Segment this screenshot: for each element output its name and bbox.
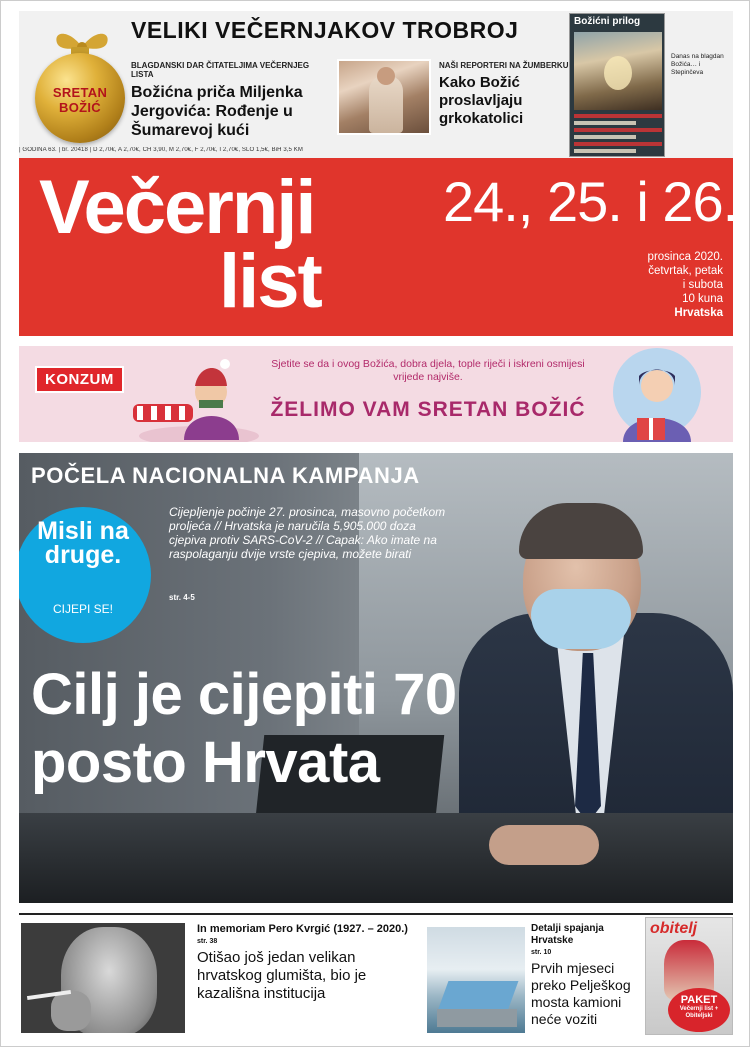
logo-vecernji[interactable]: Večernji <box>39 165 315 250</box>
issue-days: četvrtak, petak <box>648 265 723 277</box>
top-promo-strip <box>19 11 733 159</box>
divider <box>19 913 733 915</box>
bridge-base <box>437 1009 517 1027</box>
paket-badge <box>668 988 730 1032</box>
priest-photo <box>337 59 431 135</box>
bridge-construction-photo <box>427 927 525 1033</box>
obitelj-magazine-cover[interactable] <box>645 917 733 1035</box>
supplement-line <box>574 114 662 118</box>
lead-kicker: POČELA NACIONALNA KAMPANJA <box>31 463 420 488</box>
teaser-kicker: BLAGDANSKI DAR ČITATELJIMA VEČERNJEG LISTA <box>131 61 310 79</box>
ornament-text: SRETAN BOŽIĆ <box>52 85 108 115</box>
supplement-line <box>574 128 662 132</box>
actor-photo <box>21 923 185 1033</box>
desk <box>19 813 733 903</box>
priest-head <box>377 67 395 85</box>
promo-title: VELIKI VEČERNJAKOV TROBROJ <box>131 17 519 43</box>
christmas-supplement-cover[interactable] <box>569 13 665 157</box>
lead-summary: Cijepljenje počinje 27. prosinca, masovno početkom proljeća // Hrvatska je naručila 5,905.000 doza cjepiva protiv SARS-CoV-2 // Capak: Ako imate na raspolaganju dvije vrste cjepiva, možete birati <box>169 505 446 561</box>
supplement-line <box>574 135 636 139</box>
teaser-in-memoriam[interactable] <box>197 923 419 1003</box>
teaser-peljesac-bridge[interactable] <box>531 923 641 1028</box>
magazine-title: obitelj <box>650 920 698 937</box>
supplement-line <box>574 121 636 125</box>
paket-sub: Večernji list + Obiteljski <box>679 1006 719 1019</box>
teaser-title: Prvih mjeseci preko Pelješkog mosta kamioni neće voziti <box>531 960 631 1027</box>
teaser-page-ref: str. 38 <box>197 938 218 945</box>
lead-headline[interactable]: Cilj je cijepiti 70 posto Hrvata <box>31 662 457 795</box>
lead-page-ref: str. 4-5 <box>169 593 195 602</box>
badge-main: Misli na druge. <box>37 517 129 569</box>
actor-hand <box>51 991 91 1031</box>
teaser-title: Otišao još jedan velikan hrvatskog glumišta, bio je kazališna institucija <box>197 949 367 1002</box>
christmas-ornament-icon <box>27 25 137 157</box>
issue-month: prosinca 2020. <box>647 251 723 263</box>
konzum-ad[interactable] <box>19 346 733 442</box>
issue-info <box>648 250 723 320</box>
santa-character-icon <box>129 348 259 442</box>
issue-dates: 24., 25. i 26. <box>443 170 738 233</box>
badge-sub: CIJEPI SE! <box>52 602 114 616</box>
teaser-kicker: Detalji spajanja Hrvatske <box>531 923 604 946</box>
bridge-segment <box>438 981 519 1011</box>
teaser-page-ref: str. 10 <box>531 949 552 956</box>
man-hand <box>489 825 599 865</box>
issue-region: Hrvatska <box>674 307 723 319</box>
teaser-kicker: NAŠI REPORTERI NA ŽUMBERKU <box>439 61 569 70</box>
face-mask <box>531 589 631 649</box>
paket-title: PAKET <box>680 994 718 1006</box>
konzum-logo: KONZUM <box>35 366 124 393</box>
teaser-title: Kako Božić proslavljaju grkokatolici <box>439 74 524 127</box>
price-strip: | GODINA 63. | br. 20418 | D 2,70€, A 2,70€, CH 3,90, M 2,70€, F 2,70€, I 2,70€, SLO 1,5€, BiH 3,5 KM <box>19 147 303 153</box>
supplement-title: Božićni prilog <box>574 16 641 27</box>
issue-price: 10 kuna <box>682 293 723 305</box>
teaser-jergovic[interactable] <box>131 61 331 140</box>
girl-with-gift-icon <box>599 346 709 442</box>
side-note: Danas na blagdan Božića… i Stepinčeva <box>671 53 724 76</box>
supplement-line <box>574 142 662 146</box>
scene-glow <box>604 56 632 90</box>
nativity-scene-image <box>574 32 662 110</box>
ad-wish: ŽELIMO VAM SRETAN BOŽIĆ <box>270 398 586 421</box>
ad-message: Sjetite se da i ovog Božića, dobra djela, tople riječi i iskreni osmijesi vrijede najviše. <box>271 358 585 383</box>
masthead <box>19 158 738 336</box>
lead-story[interactable] <box>19 453 733 903</box>
vaccination-badge <box>19 507 151 643</box>
issue-days-2: i subota <box>682 279 723 291</box>
teaser-grkokatolici[interactable] <box>439 61 569 128</box>
teaser-kicker: In memoriam Pero Kvrgić (1927. – 2020.) <box>197 923 408 935</box>
logo-list[interactable]: list <box>219 239 321 324</box>
teaser-title: Božićna priča Miljenka Jergovića: Rođenje u Šumarevoj kući <box>131 84 303 139</box>
